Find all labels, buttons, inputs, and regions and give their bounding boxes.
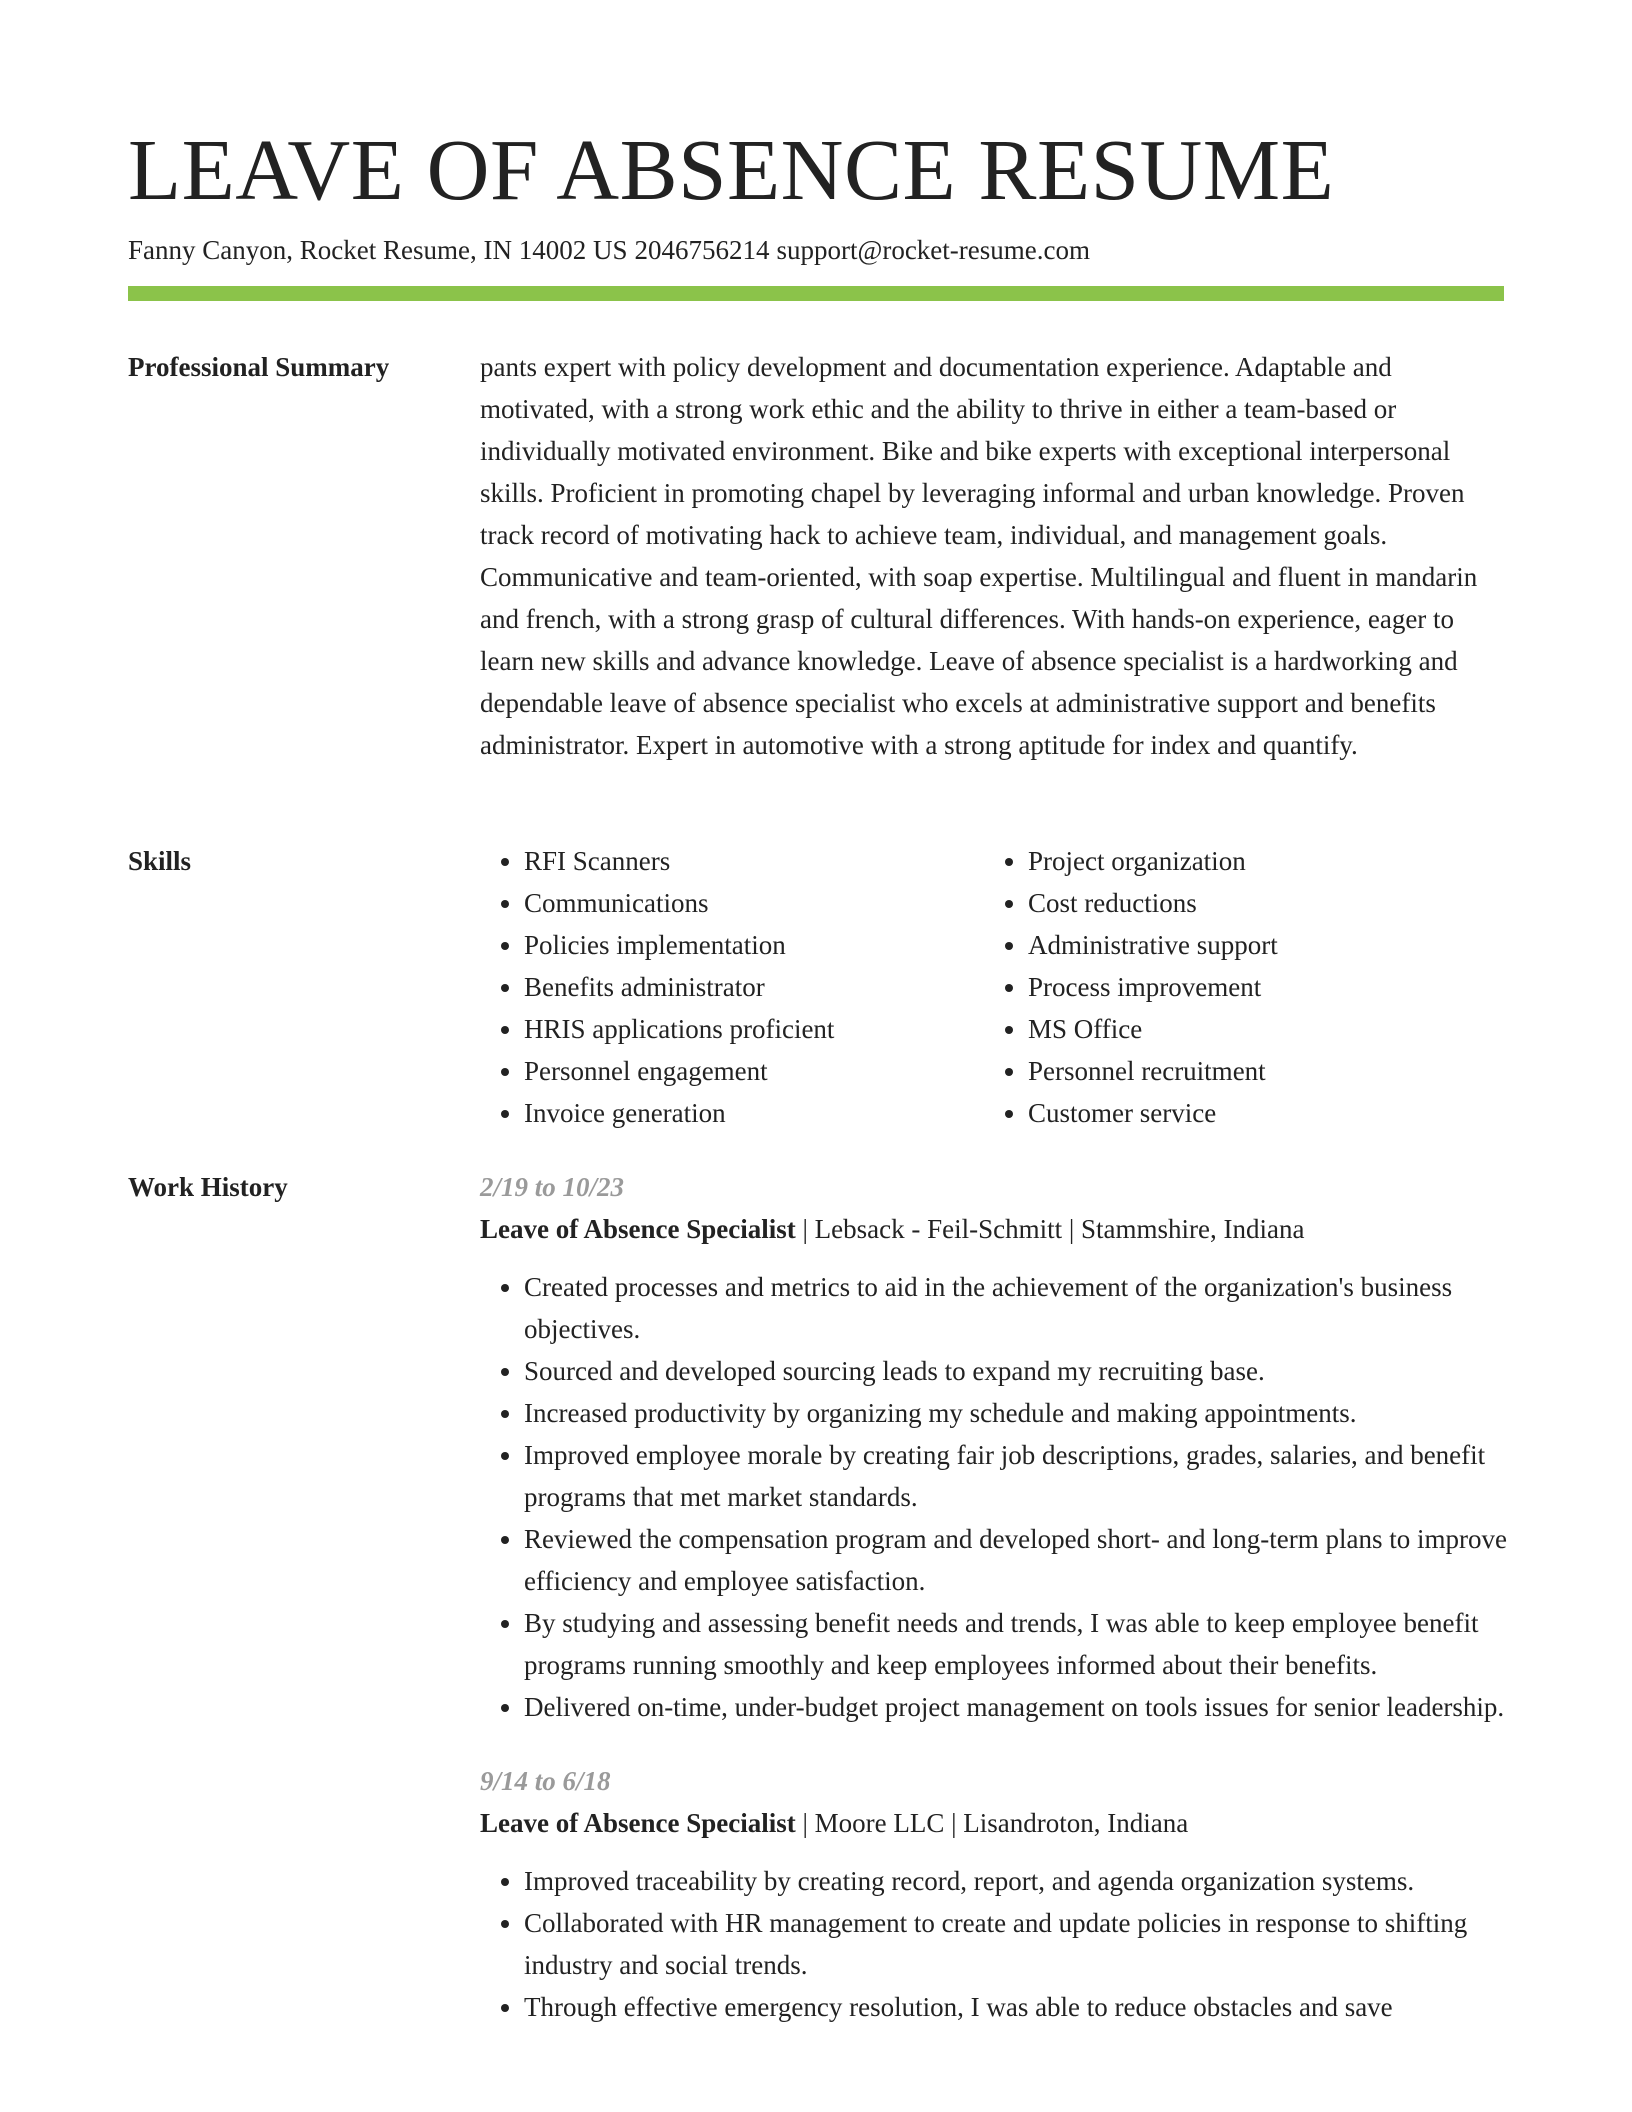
skill-item: • Customer service [1028, 1092, 1488, 1134]
skill-item: • Personnel engagement [524, 1050, 984, 1092]
work-history-label: Work History [128, 1172, 288, 1202]
job-dates: 9/14 to 6/18 [480, 1766, 611, 1796]
skill-item: • Communications [524, 882, 984, 924]
contact-name-address: Fanny Canyon, Rocket Resume, IN 14002 US [128, 235, 628, 265]
job-bullet: • Collaborated with HR management to create and update policies in response to shifting industry and social trends. [524, 1902, 1524, 1986]
job-bullet: • Through effective emergency resolution, I was able to reduce obstacles and save [524, 1986, 1524, 2028]
skill-item: • MS Office [1028, 1008, 1488, 1050]
skill-item: • Personnel recruitment [1028, 1050, 1488, 1092]
skills-body [480, 840, 1610, 1134]
job-bullet: • Improved traceability by creating record, report, and agenda organization systems. [524, 1860, 1524, 1902]
job-employer-location: | Moore LLC | Lisandroton, Indiana [795, 1808, 1189, 1838]
skill-item: • Invoice generation [524, 1092, 984, 1134]
contact-line [128, 230, 1090, 270]
job-heading [480, 1802, 1610, 1844]
job-dates: 2/19 to 10/23 [480, 1172, 625, 1202]
skills-label: Skills [128, 846, 192, 876]
skill-item: • HRIS applications proficient [524, 1008, 984, 1050]
resume-title: LEAVE OF ABSENCE RESUME [128, 121, 1335, 218]
job-title: Leave of Absence Specialist [480, 1214, 796, 1244]
job-bullet: • Delivered on-time, under-budget project management on tools issues for senior leadership. [524, 1686, 1524, 1728]
job-bullet-list [480, 1860, 1524, 2028]
contact-phone: 2046756214 [634, 235, 770, 265]
skill-item: • Policies implementation [524, 924, 984, 966]
summary-body [480, 346, 1610, 766]
summary-text: pants expert with policy development and documentation experience. Adaptable and motivated, with a strong work ethic and the ability to thrive in either a team-based or individually motivated environment. Bike and bike experts with exceptional interpersonal skills. Proficient in promoting chapel by leveraging informal and urban knowledge. Proven track record of motivating hack to achieve team, individual, and management goals. Communicative and team-oriented, with soap expertise. Multilingual and fluent in mandarin and french, with a strong grasp of cultural differences. With hands-on experience, eager to learn new skills and advance knowledge. Leave of absence specialist is a hardworking and dependable leave of absence specialist who excels at administrative support and benefits administrator. Expert in automotive with a strong aptitude for index and quantify. [480, 352, 1478, 760]
job-bullet: • Reviewed the compensation program and developed short- and long-term plans to improve efficiency and employee satisfaction. [524, 1518, 1524, 1602]
job-title: Leave of Absence Specialist [480, 1808, 796, 1838]
work-history-body [480, 1166, 1610, 2028]
skill-item: • Project organization [1028, 840, 1488, 882]
job-bullet: • Sourced and developed sourcing leads to expand my recruiting base. [524, 1350, 1524, 1392]
job-bullet: • By studying and assessing benefit needs and trends, I was able to keep employee benefit programs running smoothly and keep employees informed about their benefits. [524, 1602, 1524, 1686]
job-heading [480, 1208, 1610, 1250]
skills-list-left [480, 840, 984, 1134]
job-bullet: • Created processes and metrics to aid in the achievement of the organization's business objectives. [524, 1266, 1524, 1350]
skill-item: • Administrative support [1028, 924, 1488, 966]
job-bullet-list [480, 1266, 1524, 1728]
header-accent-rule [128, 286, 1504, 301]
job-entry [480, 1166, 1610, 1728]
skills-list-right [984, 840, 1488, 1134]
skill-item: • Cost reductions [1028, 882, 1488, 924]
skill-item: • RFI Scanners [524, 840, 984, 882]
summary-label: Professional Summary [128, 352, 390, 382]
skill-item: • Process improvement [1028, 966, 1488, 1008]
contact-email: support@rocket-resume.com [776, 235, 1090, 265]
job-bullet: • Improved employee morale by creating fair job descriptions, grades, salaries, and benefit programs that met market standards. [524, 1434, 1524, 1518]
job-bullet: • Increased productivity by organizing my schedule and making appointments. [524, 1392, 1524, 1434]
skill-item: • Benefits administrator [524, 966, 984, 1008]
job-employer-location: | Lebsack - Feil-Schmitt | Stammshire, Indiana [795, 1214, 1305, 1244]
job-entry [480, 1760, 1610, 2028]
